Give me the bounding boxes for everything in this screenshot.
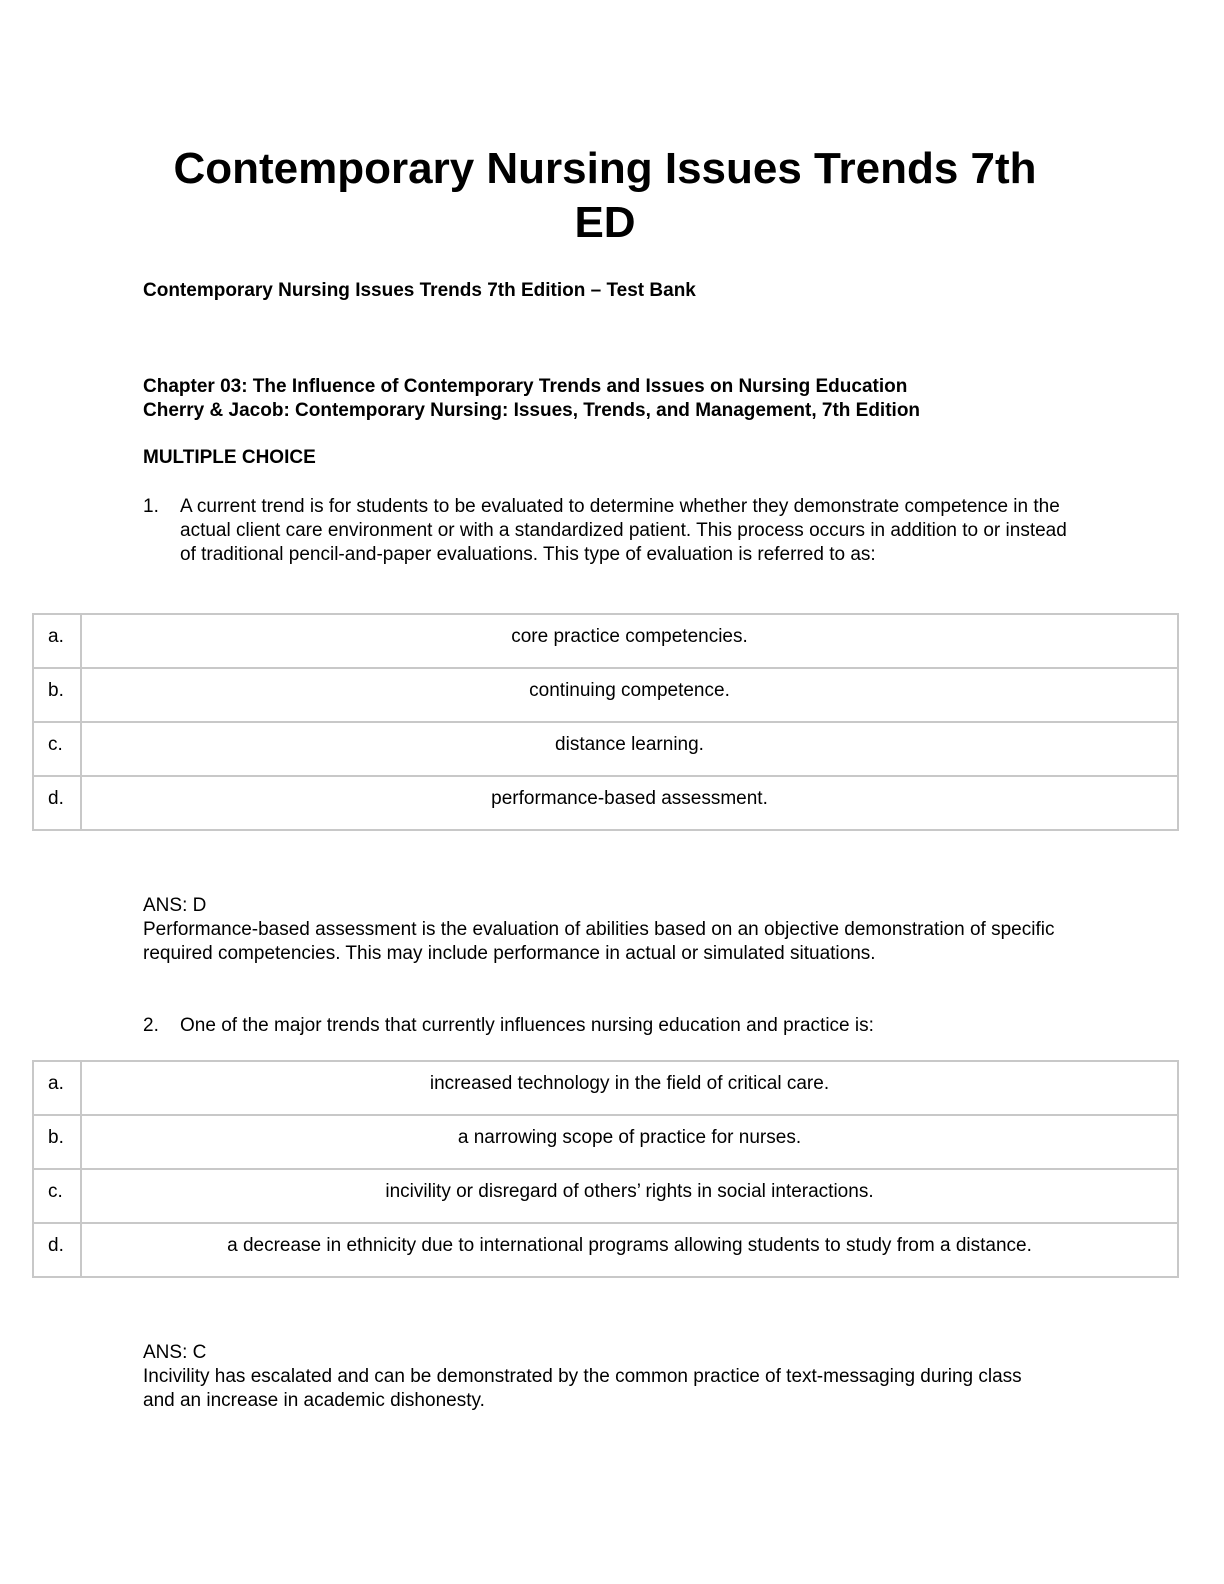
question-text: One of the major trends that currently influences nursing education and practice is: [180,1015,874,1036]
choice-text: performance-based assessment. [81,776,1178,830]
document-title: Contemporary Nursing Issues Trends 7th ED [173,144,1037,247]
choice-row [33,1115,1178,1169]
answer-choices-table [32,1060,1179,1278]
question-text: A current trend is for students to be evaluated to determine whether they demonstrate competence in the actual client care environment or with a standardized patient. This process occurs in addition to or instead of traditional pencil-and-paper evaluations. This type of evaluation is referred to as: [180,496,1067,565]
choice-letter: d. [33,1223,81,1277]
answer-block-2 [143,1341,1023,1413]
answer-label: ANS: D [143,895,207,916]
choice-letter: c. [33,722,81,776]
choice-text: core practice competencies. [81,614,1178,668]
choice-letter: d. [33,776,81,830]
answer-rationale: Incivility has escalated and can be demonstrated by the common practice of text-messaging during class and an increase in academic dishonesty. [143,1366,1022,1411]
choice-row [33,614,1178,668]
chapter-heading: Chapter 03: The Influence of Contemporary Trends and Issues on Nursing Education [143,376,908,397]
section-heading: MULTIPLE CHOICE [143,447,316,468]
choice-row [33,722,1178,776]
choice-text: a decrease in ethnicity due to international programs allowing students to study from a distance. [81,1223,1178,1277]
answer-block-1 [143,894,1083,966]
choice-text: a narrowing scope of practice for nurses. [81,1115,1178,1169]
choice-text: incivility or disregard of others’ rights in social interactions. [81,1169,1178,1223]
choice-row [33,1061,1178,1115]
answer-rationale: Performance-based assessment is the evaluation of abilities based on an objective demonstration of specific required competencies. This may include performance in actual or simulated situations. [143,919,1055,964]
choice-letter: b. [33,668,81,722]
choice-letter: c. [33,1169,81,1223]
choice-row [33,668,1178,722]
choice-row [33,1223,1178,1277]
choice-letter: a. [33,614,81,668]
question-2 [143,1014,1073,1038]
answer-label: ANS: C [143,1342,207,1363]
choice-letter: a. [33,1061,81,1115]
question-1 [143,495,1073,567]
choice-letter: b. [33,1115,81,1169]
document-subtitle: Contemporary Nursing Issues Trends 7th Edition – Test Bank [143,280,696,301]
choice-row [33,776,1178,830]
answer-choices-table [32,613,1179,831]
choice-text: increased technology in the field of critical care. [81,1061,1178,1115]
choice-row [33,1169,1178,1223]
question-number: 1. [143,496,159,517]
source-citation: Cherry & Jacob: Contemporary Nursing: Issues, Trends, and Management, 7th Edition [143,400,921,421]
choice-text: distance learning. [81,722,1178,776]
question-number: 2. [143,1015,159,1036]
choice-text: continuing competence. [81,668,1178,722]
